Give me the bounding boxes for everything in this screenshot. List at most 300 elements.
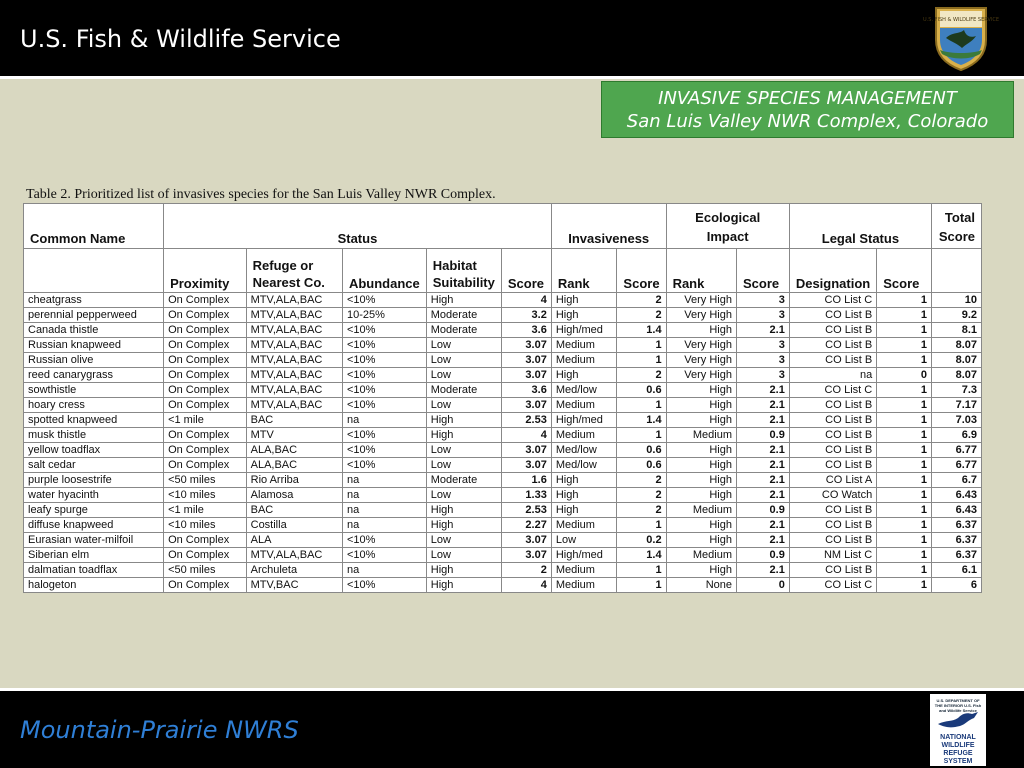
table-cell: CO List C xyxy=(789,293,876,308)
table-cell: <10% xyxy=(342,323,426,338)
table-cell: diffuse knapweed xyxy=(24,518,164,533)
table-cell: 0.2 xyxy=(617,533,666,548)
table-cell: reed canarygrass xyxy=(24,368,164,383)
table-cell: 3.07 xyxy=(501,533,551,548)
group-header-row xyxy=(24,204,982,249)
table-cell: CO List B xyxy=(789,308,876,323)
table-cell: Moderate xyxy=(426,323,501,338)
table-cell: 1 xyxy=(877,488,932,503)
table-cell: High xyxy=(551,488,617,503)
table-row xyxy=(24,548,982,563)
table-cell: On Complex xyxy=(164,398,247,413)
table-cell: MTV,ALA,BAC xyxy=(246,323,342,338)
table-cell: 2 xyxy=(501,563,551,578)
table-cell: CO List B xyxy=(789,563,876,578)
table-cell: 1 xyxy=(617,563,666,578)
table-cell: High/med xyxy=(551,323,617,338)
table-cell: On Complex xyxy=(164,338,247,353)
table-cell: <10% xyxy=(342,353,426,368)
table-cell: On Complex xyxy=(164,308,247,323)
table-cell: 3.6 xyxy=(501,383,551,398)
table-cell: 1 xyxy=(877,323,932,338)
table-cell: On Complex xyxy=(164,353,247,368)
table-cell: Very High xyxy=(666,338,736,353)
fws-shield-logo xyxy=(923,4,999,72)
table-row xyxy=(24,398,982,413)
table-cell: High xyxy=(426,578,501,593)
table-cell: 2 xyxy=(617,368,666,383)
table-cell: 3.07 xyxy=(501,338,551,353)
table-cell: 6.37 xyxy=(931,533,981,548)
table-cell: 7.17 xyxy=(931,398,981,413)
table-cell: Med/low xyxy=(551,443,617,458)
table-cell: <10% xyxy=(342,368,426,383)
header-divider xyxy=(0,76,1024,79)
sub-total-empty xyxy=(931,249,981,293)
table-cell: 3.07 xyxy=(501,548,551,563)
table-cell: High xyxy=(666,413,736,428)
table-cell: na xyxy=(789,368,876,383)
table-cell: Very High xyxy=(666,368,736,383)
table-cell: High xyxy=(666,458,736,473)
table-row xyxy=(24,308,982,323)
table-cell: High xyxy=(666,398,736,413)
table-cell: 2.1 xyxy=(736,383,789,398)
table-cell: 6.9 xyxy=(931,428,981,443)
table-cell: BAC xyxy=(246,413,342,428)
table-cell: High xyxy=(666,563,736,578)
invasives-table xyxy=(23,203,982,593)
table-cell: 1 xyxy=(617,518,666,533)
table-cell: Moderate xyxy=(426,383,501,398)
table-cell: 1.4 xyxy=(617,548,666,563)
table-cell: 10-25% xyxy=(342,308,426,323)
table-cell: <1 mile xyxy=(164,503,247,518)
table-cell: Russian knapweed xyxy=(24,338,164,353)
table-cell: purple loosestrife xyxy=(24,473,164,488)
table-row xyxy=(24,293,982,308)
table-cell: 2.53 xyxy=(501,413,551,428)
table-cell: High xyxy=(426,518,501,533)
table-cell: 8.07 xyxy=(931,368,981,383)
table-cell: 1.4 xyxy=(617,323,666,338)
goose-icon xyxy=(936,710,980,732)
agency-title: U.S. Fish & Wildlife Service xyxy=(20,25,341,53)
table-cell: 1 xyxy=(877,308,932,323)
table-cell: yellow toadflax xyxy=(24,443,164,458)
table-cell: CO List A xyxy=(789,473,876,488)
table-cell: Medium xyxy=(666,503,736,518)
table-cell: 4 xyxy=(501,578,551,593)
table-cell: 1 xyxy=(877,503,932,518)
table-cell: ALA,BAC xyxy=(246,458,342,473)
table-cell: na xyxy=(342,413,426,428)
sub-inv-rank: Rank xyxy=(551,249,617,293)
table-cell: On Complex xyxy=(164,368,247,383)
table-cell: 2.53 xyxy=(501,503,551,518)
sub-habitat: Habitat Suitability xyxy=(426,249,501,293)
table-cell: CO List B xyxy=(789,458,876,473)
table-cell: High xyxy=(666,518,736,533)
footer-title: Mountain-Prairie NWRS xyxy=(20,716,299,744)
table-cell: 2.1 xyxy=(736,563,789,578)
table-cell: <10% xyxy=(342,293,426,308)
col-status: Status xyxy=(164,204,552,249)
table-cell: dalmatian toadflax xyxy=(24,563,164,578)
table-cell: <50 miles xyxy=(164,473,247,488)
table-cell: 0.9 xyxy=(736,503,789,518)
table-row xyxy=(24,353,982,368)
sub-header-row xyxy=(24,249,982,293)
table-cell: Alamosa xyxy=(246,488,342,503)
table-cell: 3.07 xyxy=(501,458,551,473)
table-cell: 3.07 xyxy=(501,398,551,413)
sub-eco-score: Score xyxy=(736,249,789,293)
table-cell: 3.07 xyxy=(501,443,551,458)
table-cell: High xyxy=(426,428,501,443)
table-cell: High xyxy=(426,503,501,518)
table-cell: Russian olive xyxy=(24,353,164,368)
table-cell: 6.37 xyxy=(931,518,981,533)
table-cell: 2.1 xyxy=(736,398,789,413)
table-cell: Medium xyxy=(666,428,736,443)
table-row xyxy=(24,518,982,533)
table-cell: na xyxy=(342,563,426,578)
table-cell: 3.07 xyxy=(501,368,551,383)
table-cell: Very High xyxy=(666,353,736,368)
table-cell: Low xyxy=(426,353,501,368)
sub-empty xyxy=(24,249,164,293)
table-cell: 1 xyxy=(877,428,932,443)
table-cell: 7.03 xyxy=(931,413,981,428)
table-cell: Low xyxy=(426,458,501,473)
table-cell: Rio Arriba xyxy=(246,473,342,488)
table-cell: 1 xyxy=(877,383,932,398)
table-cell: CO List B xyxy=(789,428,876,443)
banner-line2: San Luis Valley NWR Complex, Colorado xyxy=(626,111,989,132)
table-cell: 1.6 xyxy=(501,473,551,488)
table-cell: 9.2 xyxy=(931,308,981,323)
table-cell: 1 xyxy=(877,473,932,488)
col-ecological-impact: Ecological Impact xyxy=(666,204,789,249)
table-row xyxy=(24,578,982,593)
col-total-score: Total Score xyxy=(931,204,981,249)
table-cell: <10% xyxy=(342,428,426,443)
col-invasiveness: Invasiveness xyxy=(551,204,666,249)
table-cell: High xyxy=(551,293,617,308)
table-cell: 1 xyxy=(617,353,666,368)
nwrs-logo xyxy=(930,694,986,766)
table-cell: Medium xyxy=(666,548,736,563)
banner-line1: INVASIVE SPECIES MANAGEMENT xyxy=(658,88,957,109)
table-cell: Medium xyxy=(551,428,617,443)
sub-legal-score: Score xyxy=(877,249,932,293)
table-cell: <10 miles xyxy=(164,518,247,533)
table-cell: 4 xyxy=(501,428,551,443)
table-cell: 6.1 xyxy=(931,563,981,578)
table-cell: On Complex xyxy=(164,548,247,563)
table-cell: Medium xyxy=(551,578,617,593)
table-cell: High/med xyxy=(551,548,617,563)
table-cell: <10% xyxy=(342,548,426,563)
table-cell: <10% xyxy=(342,533,426,548)
table-cell: On Complex xyxy=(164,443,247,458)
table-cell: Low xyxy=(426,338,501,353)
table-row xyxy=(24,428,982,443)
banner xyxy=(601,81,1014,138)
table-cell: sowthistle xyxy=(24,383,164,398)
table-row xyxy=(24,368,982,383)
table-cell: Very High xyxy=(666,293,736,308)
logo-small-text: U.S. DEPARTMENT OF THE INTERIOR U.S. Fish and Wildlife Service xyxy=(934,698,982,713)
table-cell: 2 xyxy=(617,503,666,518)
table-cell: 0 xyxy=(736,578,789,593)
table-cell: 2.1 xyxy=(736,533,789,548)
table-cell: 0.9 xyxy=(736,428,789,443)
table-row xyxy=(24,338,982,353)
table-cell: 2 xyxy=(617,488,666,503)
table-cell: 4 xyxy=(501,293,551,308)
table-cell: 2.1 xyxy=(736,458,789,473)
header-bar xyxy=(0,0,1024,76)
sub-designation: Designation xyxy=(789,249,876,293)
table-cell: <10% xyxy=(342,398,426,413)
table-cell: MTV,ALA,BAC xyxy=(246,338,342,353)
table-cell: High xyxy=(666,533,736,548)
table-cell: Canada thistle xyxy=(24,323,164,338)
table-cell: <10% xyxy=(342,443,426,458)
table-cell: 7.3 xyxy=(931,383,981,398)
col-legal-status: Legal Status xyxy=(789,204,931,249)
table-row xyxy=(24,443,982,458)
table-cell: On Complex xyxy=(164,533,247,548)
table-cell: Costilla xyxy=(246,518,342,533)
table-cell: Archuleta xyxy=(246,563,342,578)
table-cell: Low xyxy=(426,398,501,413)
table-cell: 2.1 xyxy=(736,473,789,488)
table-cell: Medium xyxy=(551,338,617,353)
table-cell: High xyxy=(666,443,736,458)
table-cell: 2.27 xyxy=(501,518,551,533)
table-cell: 3.2 xyxy=(501,308,551,323)
table-cell: perennial pepperweed xyxy=(24,308,164,323)
table-row xyxy=(24,323,982,338)
table-row xyxy=(24,458,982,473)
table-cell: 6.77 xyxy=(931,458,981,473)
table-cell: halogeton xyxy=(24,578,164,593)
table-cell: High xyxy=(551,308,617,323)
table-cell: 6.77 xyxy=(931,443,981,458)
table-cell: Medium xyxy=(551,563,617,578)
table-cell: 1.4 xyxy=(617,413,666,428)
table-cell: Moderate xyxy=(426,473,501,488)
table-cell: 3 xyxy=(736,368,789,383)
table-cell: 2.1 xyxy=(736,323,789,338)
table-cell: CO List B xyxy=(789,503,876,518)
table-cell: 2 xyxy=(617,293,666,308)
table-cell: 1 xyxy=(877,293,932,308)
table-cell: High xyxy=(666,383,736,398)
table-cell: na xyxy=(342,473,426,488)
table-cell: Medium xyxy=(551,353,617,368)
table-cell: 1 xyxy=(617,338,666,353)
table-cell: MTV,ALA,BAC xyxy=(246,353,342,368)
table-cell: 1 xyxy=(877,518,932,533)
table-cell: <50 miles xyxy=(164,563,247,578)
table-cell: 2.1 xyxy=(736,443,789,458)
table-cell: 0.6 xyxy=(617,443,666,458)
table-cell: High xyxy=(551,368,617,383)
table-cell: 1 xyxy=(617,578,666,593)
table-cell: MTV,ALA,BAC xyxy=(246,398,342,413)
table-cell: 2 xyxy=(617,308,666,323)
table-cell: NM List C xyxy=(789,548,876,563)
table-cell: water hyacinth xyxy=(24,488,164,503)
table-row xyxy=(24,488,982,503)
sub-inv-score: Score xyxy=(617,249,666,293)
table-cell: 8.07 xyxy=(931,353,981,368)
table-cell: 6.43 xyxy=(931,503,981,518)
table-cell: Medium xyxy=(551,518,617,533)
table-cell: 8.07 xyxy=(931,338,981,353)
table-cell: High xyxy=(426,293,501,308)
table-row xyxy=(24,413,982,428)
table-cell: CO List B xyxy=(789,353,876,368)
table-cell: On Complex xyxy=(164,578,247,593)
table-cell: leafy spurge xyxy=(24,503,164,518)
table-cell: Siberian elm xyxy=(24,548,164,563)
table-caption: Table 2. Prioritized list of invasives species for the San Luis Valley NWR Complex. xyxy=(26,187,496,202)
table-cell: ALA,BAC xyxy=(246,443,342,458)
table-cell: 2 xyxy=(617,473,666,488)
table-cell: 0 xyxy=(877,368,932,383)
table-row xyxy=(24,503,982,518)
table-cell: Moderate xyxy=(426,308,501,323)
table-cell: On Complex xyxy=(164,428,247,443)
table-cell: 2.1 xyxy=(736,518,789,533)
table-cell: MTV,ALA,BAC xyxy=(246,383,342,398)
table-cell: cheatgrass xyxy=(24,293,164,308)
table-cell: <10 miles xyxy=(164,488,247,503)
table-cell: na xyxy=(342,518,426,533)
table-cell: High xyxy=(551,473,617,488)
table-cell: <10% xyxy=(342,578,426,593)
table-cell: Low xyxy=(551,533,617,548)
table-cell: 8.1 xyxy=(931,323,981,338)
table-cell: 1 xyxy=(877,398,932,413)
table-cell: 6.43 xyxy=(931,488,981,503)
table-cell: salt cedar xyxy=(24,458,164,473)
table-cell: 0.6 xyxy=(617,458,666,473)
table-cell: 3 xyxy=(736,338,789,353)
table-cell: BAC xyxy=(246,503,342,518)
table-cell: 1 xyxy=(877,413,932,428)
table-cell: CO List C xyxy=(789,578,876,593)
table-cell: MTV,ALA,BAC xyxy=(246,548,342,563)
table-cell: None xyxy=(666,578,736,593)
logo-big-text: NATIONAL WILDLIFE REFUGE SYSTEM xyxy=(940,734,976,765)
table-cell: spotted knapweed xyxy=(24,413,164,428)
table-cell: <1 mile xyxy=(164,413,247,428)
table-cell: MTV,ALA,BAC xyxy=(246,293,342,308)
table-cell: musk thistle xyxy=(24,428,164,443)
table-cell: na xyxy=(342,488,426,503)
table-cell: CO List B xyxy=(789,533,876,548)
table-cell: 1 xyxy=(877,353,932,368)
table-cell: High xyxy=(666,323,736,338)
table-cell: Low xyxy=(426,548,501,563)
table-cell: 1 xyxy=(877,578,932,593)
sub-refuge: Refuge or Nearest Co. xyxy=(246,249,342,293)
table-cell: 1 xyxy=(617,428,666,443)
table-cell: 0.9 xyxy=(736,548,789,563)
table-cell: 1 xyxy=(617,398,666,413)
table-cell: CO List B xyxy=(789,413,876,428)
table-cell: Low xyxy=(426,533,501,548)
footer-bar xyxy=(0,691,1024,768)
table-cell: MTV,ALA,BAC xyxy=(246,368,342,383)
table-cell: hoary cress xyxy=(24,398,164,413)
table-cell: 10 xyxy=(931,293,981,308)
table-cell: 6.7 xyxy=(931,473,981,488)
table-cell: High xyxy=(426,413,501,428)
table-cell: 1 xyxy=(877,533,932,548)
table-row xyxy=(24,383,982,398)
sub-eco-rank: Rank xyxy=(666,249,736,293)
table-cell: na xyxy=(342,503,426,518)
table-cell: 3 xyxy=(736,353,789,368)
badge-text: U.S. FISH & WILDLIFE SERVICE xyxy=(923,17,999,23)
table-cell: On Complex xyxy=(164,383,247,398)
table-row xyxy=(24,563,982,578)
table-cell: CO List C xyxy=(789,383,876,398)
table-cell: CO List B xyxy=(789,323,876,338)
table-cell: <10% xyxy=(342,383,426,398)
table-body xyxy=(24,293,982,593)
table-cell: Medium xyxy=(551,398,617,413)
table-cell: Med/low xyxy=(551,383,617,398)
table-cell: High xyxy=(426,563,501,578)
table-cell: High xyxy=(551,503,617,518)
table-cell: On Complex xyxy=(164,323,247,338)
table-cell: Eurasian water-milfoil xyxy=(24,533,164,548)
table-cell: Very High xyxy=(666,308,736,323)
table-cell: High/med xyxy=(551,413,617,428)
table-cell: CO List B xyxy=(789,443,876,458)
sub-status-score: Score xyxy=(501,249,551,293)
table-cell: 1 xyxy=(877,443,932,458)
table-cell: 1 xyxy=(877,563,932,578)
table-cell: On Complex xyxy=(164,293,247,308)
table-cell: CO List B xyxy=(789,518,876,533)
table-cell: Med/low xyxy=(551,458,617,473)
table-cell: High xyxy=(666,473,736,488)
table-cell: 1 xyxy=(877,338,932,353)
table-cell: 2.1 xyxy=(736,488,789,503)
table-cell: 3 xyxy=(736,308,789,323)
table-row xyxy=(24,533,982,548)
table-cell: 1.33 xyxy=(501,488,551,503)
table-cell: 1 xyxy=(877,458,932,473)
table-cell: <10% xyxy=(342,338,426,353)
table-cell: CO List B xyxy=(789,338,876,353)
table-cell: ALA xyxy=(246,533,342,548)
table-cell: MTV,BAC xyxy=(246,578,342,593)
table-cell: 3.07 xyxy=(501,353,551,368)
table-cell: CO List B xyxy=(789,398,876,413)
table-cell: Low xyxy=(426,443,501,458)
table-cell: Low xyxy=(426,368,501,383)
